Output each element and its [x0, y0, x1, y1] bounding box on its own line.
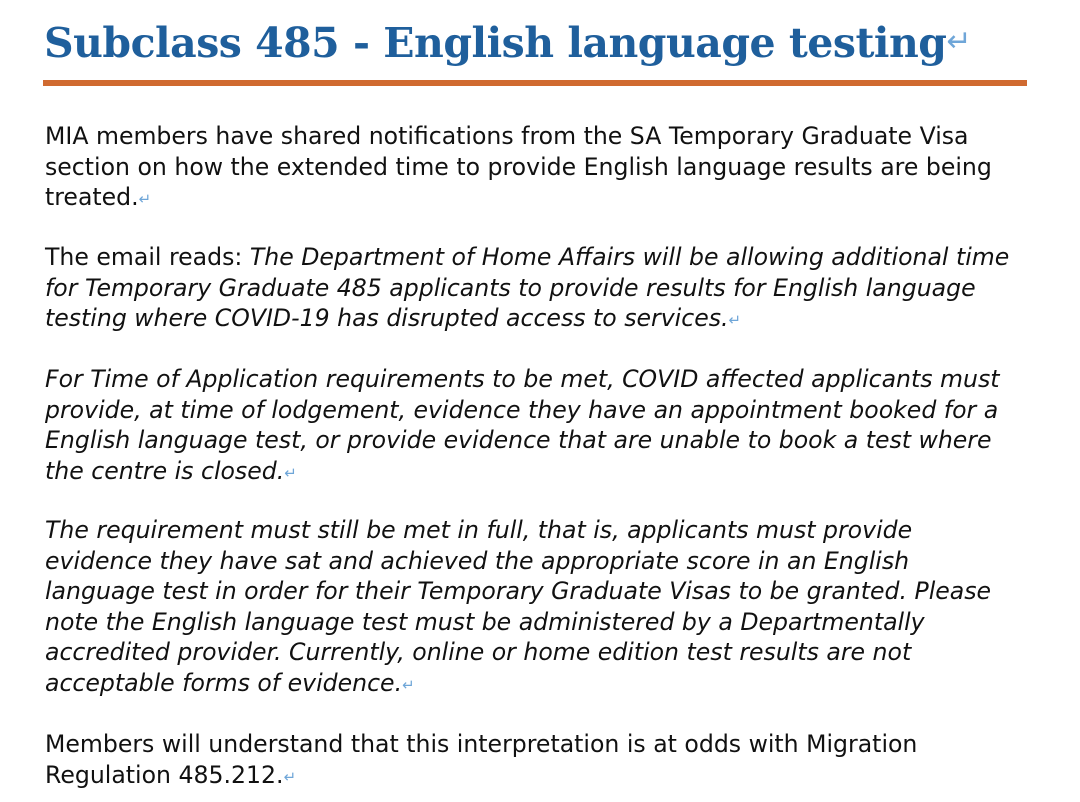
- paragraph-lead-text: The email reads:: [45, 243, 250, 271]
- paragraph-text: MIA members have shared notifications from the SA Temporary Graduate Visa section on how the extended time to provide English language results are being treated.: [45, 122, 992, 212]
- paragraph-application-requirements: [45, 364, 1020, 488]
- title-text: Subclass 485 - English language testing: [44, 19, 947, 67]
- paragraph-mark-icon: ↵: [402, 675, 415, 694]
- quoted-email-text: The Department of Home Affairs will be allowing additional time for Temporary Graduate 485 applicants to provide results for English language testing where COVID-19 has disrupted access to services.: [45, 243, 1010, 333]
- paragraph-email-quote: [45, 242, 1020, 336]
- paragraph-mark-icon: ↵: [138, 190, 152, 209]
- paragraph-closing: [45, 729, 1020, 792]
- paragraph-mark-icon: ↵: [728, 311, 742, 330]
- document-title: [44, 14, 971, 71]
- paragraph-mark-icon: ↵: [946, 24, 972, 59]
- paragraph-text: The requirement must still be met in full, that is, applicants must provide evidence they have sat and achieved the appropriate score in an English language test in order for their Temporary Graduate Visas to be granted. Please note the English language test must be administered by a Departmentally accredited provider. Currently, online or home edition test results are not acceptable forms of evidence.: [45, 516, 992, 697]
- paragraph-intro: [45, 121, 1020, 215]
- paragraph-requirement-in-full: [45, 515, 1020, 701]
- paragraph-mark-icon: ↵: [284, 463, 297, 482]
- paragraph-mark-icon: ↵: [283, 767, 297, 786]
- paragraph-text: For Time of Application requirements to be met, COVID affected applicants must provide, at time of lodgement, evidence they have an appointment booked for a English language test, or provide evidence that are unable to book a test where the centre is closed.: [45, 365, 1000, 485]
- title-underline-rule: [43, 80, 1027, 86]
- paragraph-text: Members will understand that this interpretation is at odds with Migration Regulation 485.212.: [45, 730, 918, 789]
